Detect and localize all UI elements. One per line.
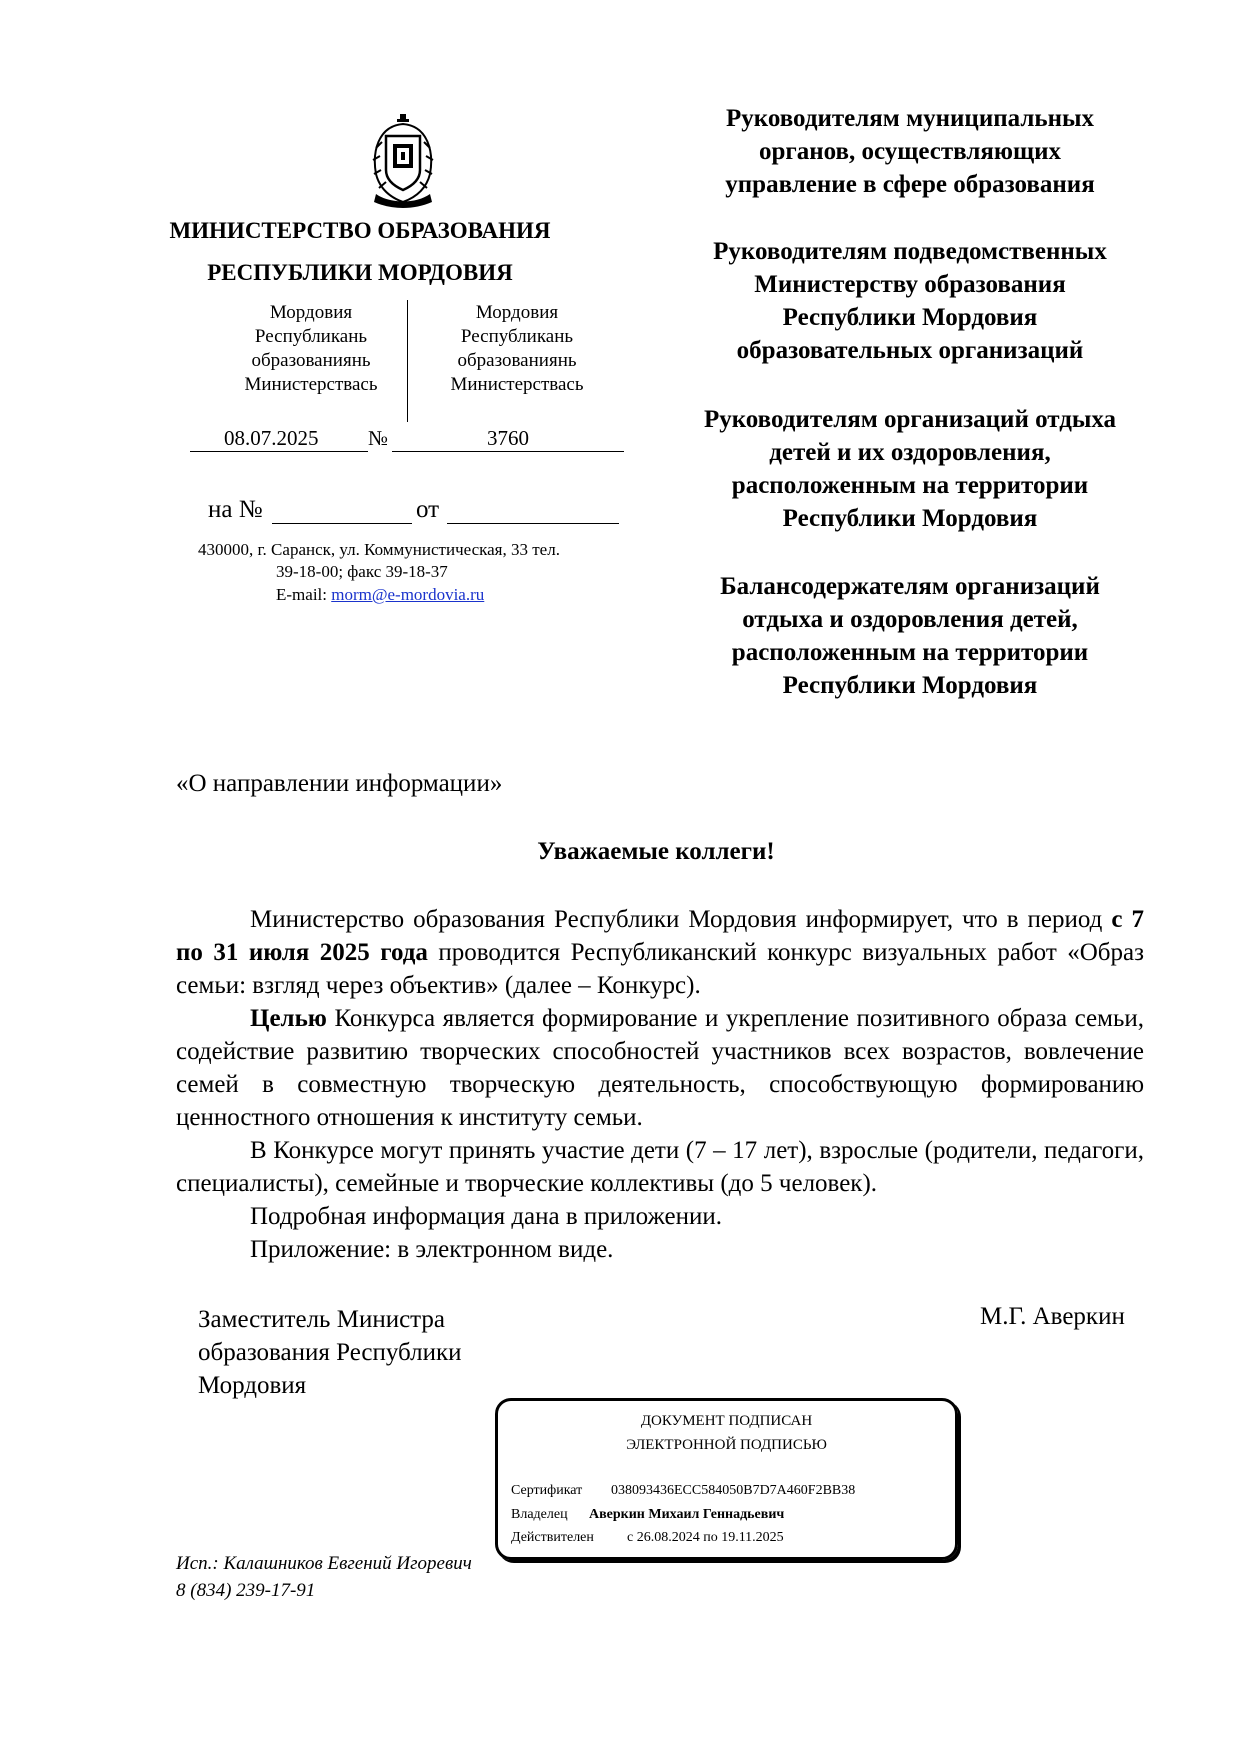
stamp-validity-value: с 26.08.2024 по 19.11.2025: [627, 1530, 784, 1545]
reference-date-label: от: [416, 496, 440, 523]
signatory-title: Заместитель Министра образования Республики Мордовия: [198, 1306, 462, 1399]
goal-keyword: Целью: [250, 1005, 327, 1032]
letter-body: [176, 903, 1144, 1266]
stamp-certificate-value: 038093436ECC584050B7D7A460F2BB38: [611, 1483, 856, 1498]
stamp-owner-label: Владелец: [511, 1507, 568, 1522]
reference-number-underline: [272, 523, 412, 524]
erzya-right-line: Мордовия: [475, 302, 559, 323]
addressee-line: Балансодержателям организаций: [720, 573, 1100, 600]
addressee-line: Министерству образования: [754, 271, 1066, 298]
erzya-left-line: образованиянь: [251, 350, 371, 371]
ministry-name-line1: МИНИСТЕРСТВО ОБРАЗОВАНИЯ: [169, 218, 551, 243]
addressee-line: образовательных организаций: [736, 337, 1084, 364]
stamp-validity-label: Действителен: [511, 1530, 594, 1545]
document-date: 08.07.2025: [224, 426, 319, 450]
letter-subject: «О направлении информации»: [176, 770, 503, 797]
addressee-block: [660, 570, 1160, 702]
stamp-certificate-label: Сертификат: [511, 1483, 583, 1498]
stamp-heading-line1: ДОКУМЕНТ ПОДПИСАН: [640, 1413, 813, 1429]
ministry-name-erzya-right: [417, 301, 617, 397]
stamp-certificate-row: [511, 1483, 855, 1499]
reference-date-underline: [447, 523, 619, 524]
erzya-left-line: Министерствась: [244, 374, 378, 395]
stamp-validity-row: [511, 1530, 784, 1546]
erzya-right-line: Республикань: [460, 326, 574, 347]
erzya-left-line: Республикань: [254, 326, 368, 347]
body-paragraph: Подробная информация дана в приложении.: [250, 1203, 722, 1230]
stamp-heading-line2: ЭЛЕКТРОННОЙ ПОДПИСЬЮ: [626, 1437, 827, 1453]
document-number: 3760: [487, 426, 529, 450]
number-underline: [392, 451, 624, 452]
addressee-line: отдыха и оздоровления детей,: [742, 606, 1078, 633]
reference-number-label: на №: [208, 496, 263, 523]
addressee-block: [660, 403, 1160, 535]
addressee-line: расположенным на территории: [731, 639, 1089, 666]
email-line: [276, 585, 484, 605]
addressee-line: органов, осуществляющих: [758, 138, 1062, 165]
electronic-signature-stamp: [495, 1398, 958, 1560]
executor-name: Исп.: Калашников Евгений Игоревич: [176, 1553, 472, 1574]
addressee-line: управление в сфере образования: [725, 171, 1095, 198]
stamp-owner-value: Аверкин Михаил Геннадьевич: [589, 1507, 785, 1522]
erzya-right-line: образованиянь: [457, 350, 577, 371]
address-line2: 39-18-00; факс 39-18-37: [276, 562, 448, 581]
address-line1: 430000, г. Саранск, ул. Коммунистическая, 33 тел.: [198, 540, 560, 559]
email-label: E-mail:: [276, 585, 332, 604]
body-paragraph: В Конкурсе могут принять участие дети (7 – 17 лет), взрослые (родители, педагоги, специалисты), семейные и творческие коллективы (до 5 человек).: [176, 1137, 1144, 1197]
header-divider: [407, 300, 408, 422]
email-link[interactable]: morm@e-mordovia.ru: [331, 585, 485, 604]
addressee-line: Руководителям муниципальных: [725, 105, 1095, 132]
greeting: Уважаемые коллеги!: [537, 838, 775, 865]
erzya-left-line: Мордовия: [269, 302, 353, 323]
addressee-line: детей и их оздоровления,: [769, 439, 1051, 466]
addressee-line: расположенным на территории: [731, 472, 1089, 499]
signatory-name: М.Г. Аверкин: [980, 1303, 1125, 1330]
number-sign: №: [368, 426, 389, 450]
contest-period: с 7 по 31 июля 2025 года: [176, 906, 1144, 966]
body-paragraph: [176, 1002, 1144, 1134]
addressee-line: Руководителям подведомственных: [713, 238, 1107, 265]
ministry-name-line2: РЕСПУБЛИКИ МОРДОВИЯ: [207, 260, 513, 285]
body-text-run: проводится Республиканский конкурс визуальных работ «Образ семьи: взгляд через объектив» (далее – Конкурс).: [176, 939, 1144, 999]
executor-phone: 8 (834) 239-17-91: [176, 1580, 316, 1601]
addressee-block: [660, 102, 1160, 201]
stamp-owner-row: [511, 1507, 784, 1523]
date-underline: [190, 451, 368, 452]
addressee-line: Республики Мордовия: [782, 505, 1038, 532]
addressee-line: Республики Мордовия: [782, 304, 1038, 331]
body-text-run: Конкурса является формирование и укрепление позитивного образа семьи, содействие развитию творческих способностей участников всех возрастов, вовлечение семей в совместную творческую деятельность, способствующую формированию ценностного отношения к институту семьи.: [176, 1005, 1144, 1131]
addressee-line: Республики Мордовия: [782, 672, 1038, 699]
body-paragraph: [176, 903, 1144, 1002]
erzya-right-line: Министерствась: [450, 374, 584, 395]
addressee-block: [660, 235, 1160, 367]
coat-of-arms-icon: [370, 112, 436, 208]
body-text-run: Министерство образования Республики Мордовия информирует, что в период: [250, 906, 1112, 933]
addressee-line: Руководителям организаций отдыха: [703, 406, 1117, 433]
attachment-note: Приложение: в электронном виде.: [250, 1236, 614, 1263]
ministry-name-erzya-left: [211, 301, 411, 397]
